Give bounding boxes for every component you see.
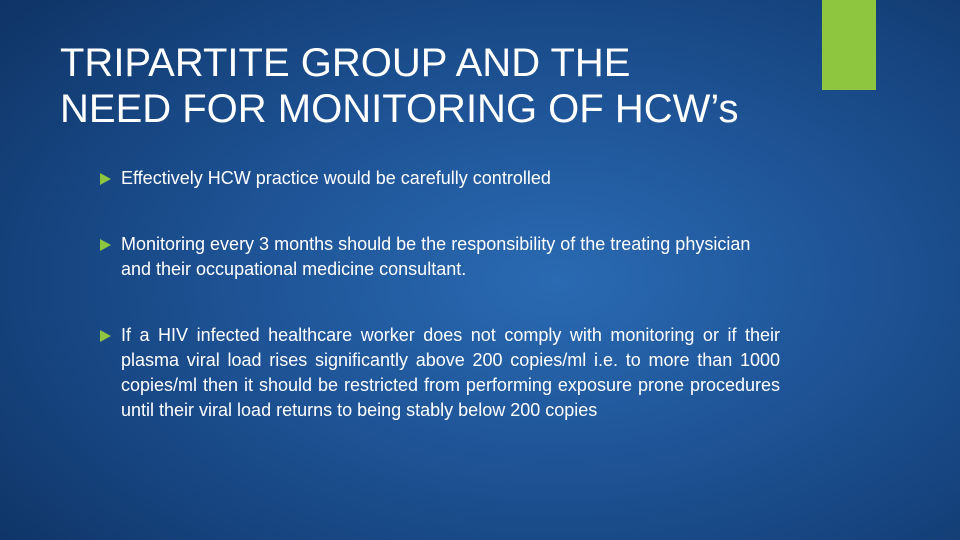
bullet-text: If a HIV infected healthcare worker does not comply with monitoring or if their plasma viral load rises significantly above 200 copies/ml i.e. to more than 1000 copies/ml then it should be restricted from performing exposure prone procedures until their viral load returns to being stably below 200 copies bbox=[121, 325, 780, 420]
slide-title-line-1: TRIPARTITE GROUP AND THE bbox=[60, 41, 631, 85]
triangle-bullet-icon bbox=[100, 173, 111, 185]
bullet-item bbox=[100, 323, 780, 423]
bullet-item bbox=[100, 232, 780, 282]
slide-title bbox=[60, 40, 800, 132]
triangle-bullet-icon bbox=[100, 330, 111, 342]
accent-bar bbox=[822, 0, 876, 90]
bullet-text: Effectively HCW practice would be carefully controlled bbox=[121, 168, 551, 188]
bullet-text: Monitoring every 3 months should be the responsibility of the treating physician and their occupational medicine consultant. bbox=[121, 234, 751, 279]
bullet-list bbox=[100, 166, 780, 423]
bullet-item bbox=[100, 166, 780, 191]
slide-title-line-2: NEED FOR MONITORING OF HCW’s bbox=[60, 87, 739, 131]
triangle-bullet-icon bbox=[100, 239, 111, 251]
